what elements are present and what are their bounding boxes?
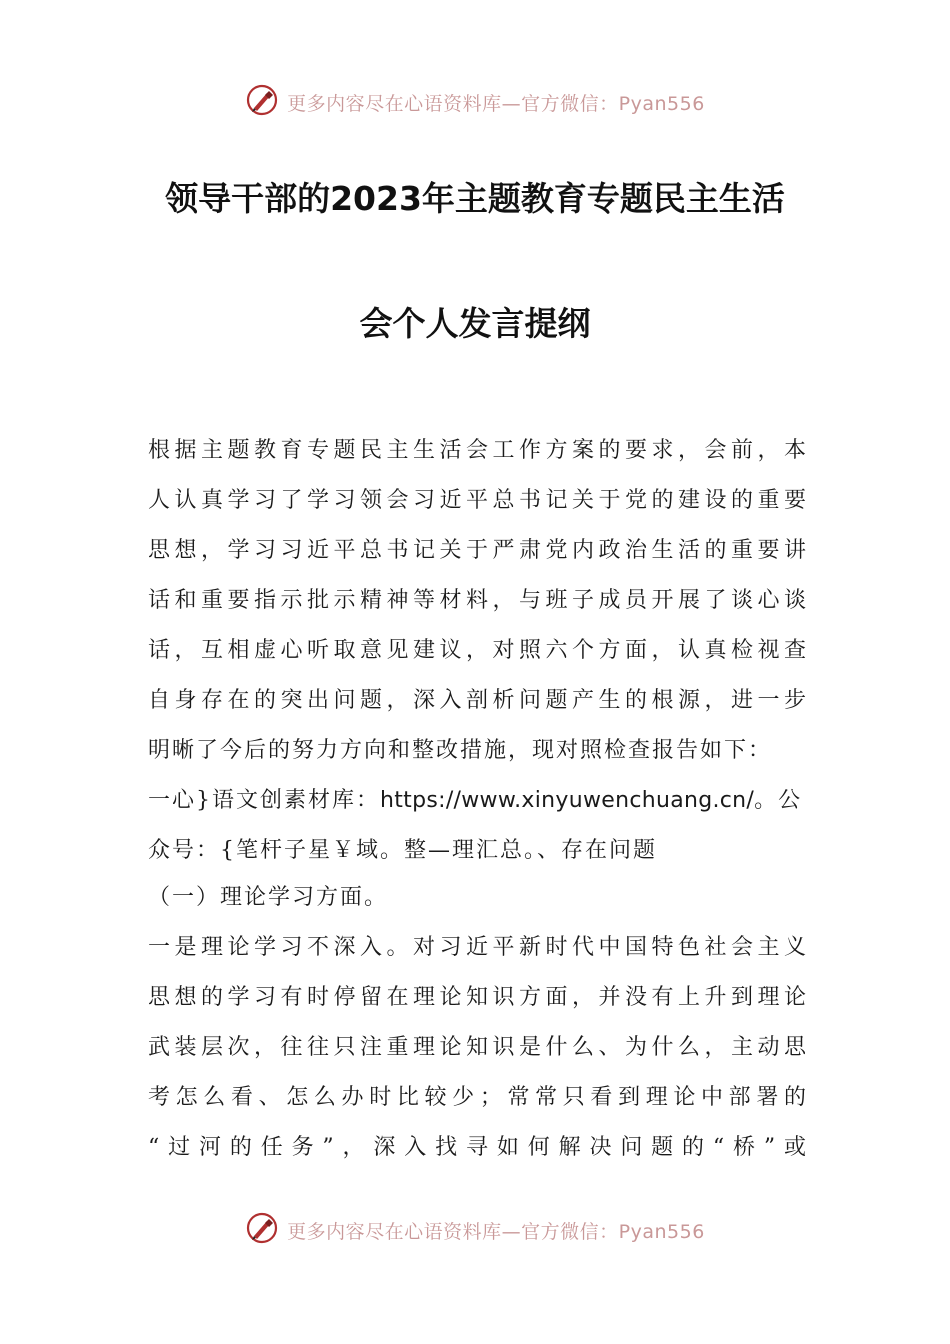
text-line: 人认真学习了学习领会习近平总书记关于党的建设的重要 <box>148 488 808 513</box>
text-line: 根据主题教育专题民主生活会工作方案的要求，会前，本 <box>148 438 808 463</box>
text-line: 考怎么看、怎么办时比较少；常常只看到理论中部署的 <box>148 1085 808 1110</box>
intro-paragraph <box>148 426 808 876</box>
body-paragraph <box>148 923 808 1173</box>
watermark-banner-bottom <box>0 1210 950 1250</box>
watermark-text: 更多内容尽在心语资料库—官方微信：Pyan556 <box>287 1220 705 1243</box>
section-heading: （一）理论学习方面。 <box>148 885 389 910</box>
text-line: 思想，学习习近平总书记关于严肃党内政治生活的重要讲 <box>148 538 808 563</box>
text-line: 话，互相虚心听取意见建议，对照六个方面，认真检视查 <box>148 638 808 663</box>
source-label: 一心}语文创素材库： <box>148 788 380 813</box>
text-line: 明晰了今后的努力方向和整改措施，现对照检查报告如下： <box>148 738 773 763</box>
document-title-line2: 会个人发言提纲 <box>359 304 591 343</box>
text-line: 武装层次，往往只注重理论知识是什么、为什么，主动思 <box>148 1035 808 1060</box>
text-line: 话和重要指示批示精神等材料，与班子成员开展了谈心谈 <box>148 588 808 613</box>
text-line: 思想的学习有时停留在理论知识方面，并没有上升到理论 <box>148 985 808 1010</box>
text-line-with-url <box>148 776 808 826</box>
url-suffix: 。公 <box>754 788 803 813</box>
pen-logo-icon <box>245 1211 279 1249</box>
section-heading-block <box>148 875 808 920</box>
text-line: “过河的任务”，深入找寻如何解决问题的“桥”或 <box>148 1135 808 1160</box>
document-title-line1: 领导干部的2023年主题教育专题民主生活 <box>165 179 785 218</box>
text-line: 众号：{笔杆子星￥域。整—理汇总。、存在问题 <box>148 838 657 863</box>
text-line: 自身存在的突出问题，深入剖析问题产生的根源，进一步 <box>148 688 808 713</box>
text-line: 一是理论学习不深入。对习近平新时代中国特色社会主义 <box>148 935 808 960</box>
watermark-text: 更多内容尽在心语资料库—官方微信：Pyan556 <box>287 92 705 115</box>
watermark-banner-top <box>0 82 950 122</box>
pen-logo-icon <box>245 83 279 121</box>
source-url-link[interactable]: https://www.xinyuwenchuang.cn/ <box>380 788 755 813</box>
